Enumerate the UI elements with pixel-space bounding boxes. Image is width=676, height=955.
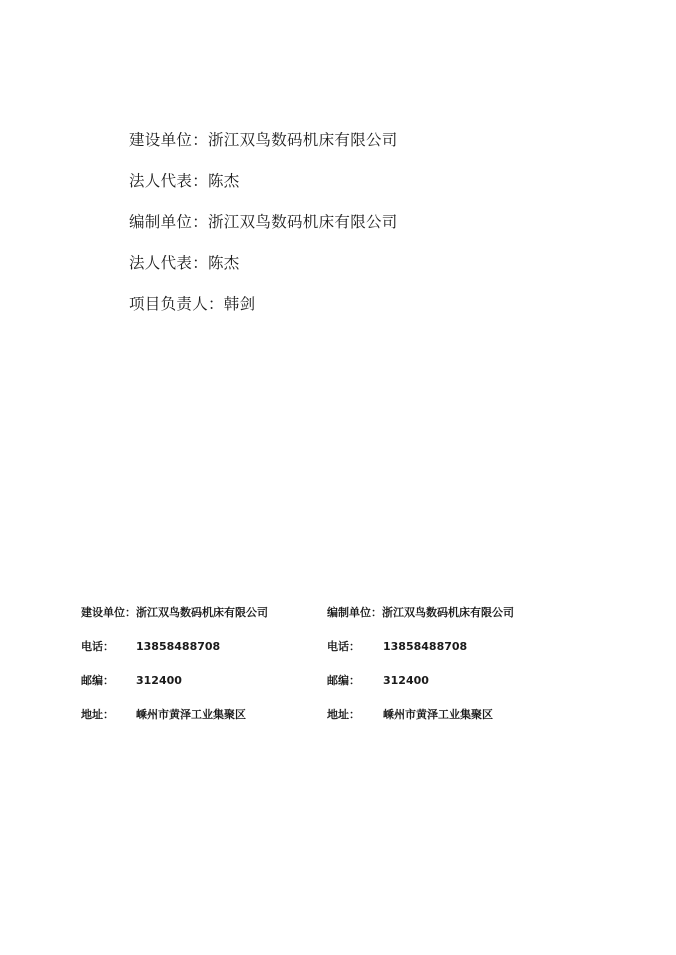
project-lead-line: 项目负责人：韩剑	[129, 295, 256, 313]
builder-phone: 13858488708	[136, 640, 221, 653]
compiler-unit: 编制单位：浙江双鸟数码机床有限公司	[327, 606, 514, 619]
compiler-phone: 13858488708	[383, 640, 468, 653]
unit-row	[81, 603, 641, 623]
legal-representative-line: 法人代表：陈杰	[129, 254, 240, 272]
compiler-address-label: 地址：	[327, 708, 360, 721]
builder-line: 建设单位：浙江双鸟数码机床有限公司	[129, 131, 398, 149]
address-row	[81, 705, 641, 725]
contact-info-block	[81, 603, 641, 739]
compiler-phone-label: 电话：	[327, 640, 360, 653]
compiler-postcode: 312400	[383, 674, 429, 687]
compiler-postcode-label: 邮编：	[327, 674, 360, 687]
builder-phone-label: 电话：	[81, 640, 114, 653]
builder-address-label: 地址：	[81, 708, 114, 721]
phone-row	[81, 637, 641, 657]
builder-postcode-label: 邮编：	[81, 674, 114, 687]
compiler-address: 嵊州市黄泽工业集聚区	[383, 708, 493, 721]
compiler-line: 编制单位：浙江双鸟数码机床有限公司	[129, 213, 398, 231]
builder-postcode: 312400	[136, 674, 182, 687]
postcode-row	[81, 671, 641, 691]
legal-representative-line: 法人代表：陈杰	[129, 172, 240, 190]
builder-unit: 建设单位：浙江双鸟数码机床有限公司	[81, 606, 268, 619]
cover-info-block	[129, 129, 629, 334]
builder-address: 嵊州市黄泽工业集聚区	[136, 708, 246, 721]
